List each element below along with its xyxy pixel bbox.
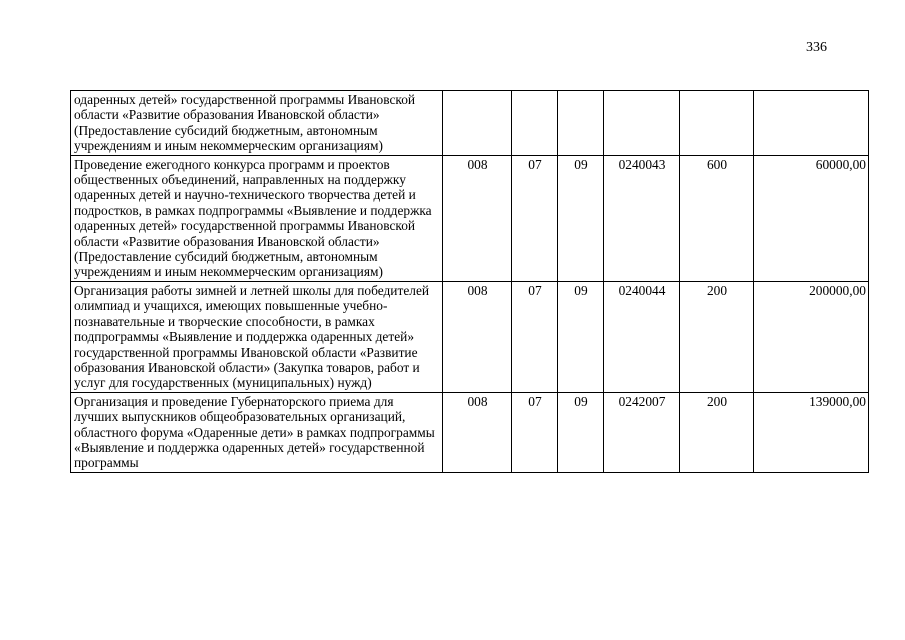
section-cell: 07 <box>512 281 558 392</box>
table-row <box>71 392 869 472</box>
target-article-cell <box>604 91 680 156</box>
target-article-cell: 0242007 <box>604 392 680 472</box>
subsection-cell: 09 <box>558 155 604 281</box>
ved-cell: 008 <box>443 155 512 281</box>
amount-cell <box>754 91 869 156</box>
row-name-cell: Проведение ежегодного конкурса программ и проектов общественных объединений, направленных на поддержку одаренных детей и научно-технического творчества детей и подростков, в рамках подпрограммы «Выявление и поддержка одаренных детей» государственной программы Ивановской области «Развитие образования Ивановской области» (Предоставление субсидий бюджетным, автономным учреждениям и иным некоммерческим организациям) <box>71 155 443 281</box>
row-name-cell: Организация работы зимней и летней школы для победителей олимпиад и учащихся, имеющих повышенные учебно-познавательные и творческие способности, в рамках подпрограммы «Выявление и поддержка одаренных детей» государственной программы Ивановской области «Развитие образования Ивановской области» (Закупка товаров, работ и услуг для государственных (муниципальных) нужд) <box>71 281 443 392</box>
target-article-cell: 0240044 <box>604 281 680 392</box>
expense-type-cell: 200 <box>680 281 754 392</box>
table-row <box>71 155 869 281</box>
amount-cell: 200000,00 <box>754 281 869 392</box>
row-name-cell: одаренных детей» государственной программы Ивановской области «Развитие образования Ивановской области» (Предоставление субсидий бюджетным, автономным учреждениям и иным некоммерческим организациям) <box>71 91 443 156</box>
row-name-cell: Организация и проведение Губернаторского приема для лучших выпускников общеобразовательных организаций, областного форума «Одаренные дети» в рамках подпрограммы «Выявление и поддержка одаренных детей» государственной программы <box>71 392 443 472</box>
amount-cell: 60000,00 <box>754 155 869 281</box>
expense-type-cell <box>680 91 754 156</box>
section-cell: 07 <box>512 392 558 472</box>
ved-cell: 008 <box>443 392 512 472</box>
subsection-cell: 09 <box>558 281 604 392</box>
ved-cell <box>443 91 512 156</box>
table-row <box>71 281 869 392</box>
page-number: 336 <box>806 40 827 55</box>
expense-type-cell: 200 <box>680 392 754 472</box>
section-cell: 07 <box>512 155 558 281</box>
table-row <box>71 91 869 156</box>
budget-table <box>70 90 869 473</box>
subsection-cell: 09 <box>558 392 604 472</box>
amount-cell: 139000,00 <box>754 392 869 472</box>
subsection-cell <box>558 91 604 156</box>
target-article-cell: 0240043 <box>604 155 680 281</box>
section-cell <box>512 91 558 156</box>
expense-type-cell: 600 <box>680 155 754 281</box>
ved-cell: 008 <box>443 281 512 392</box>
